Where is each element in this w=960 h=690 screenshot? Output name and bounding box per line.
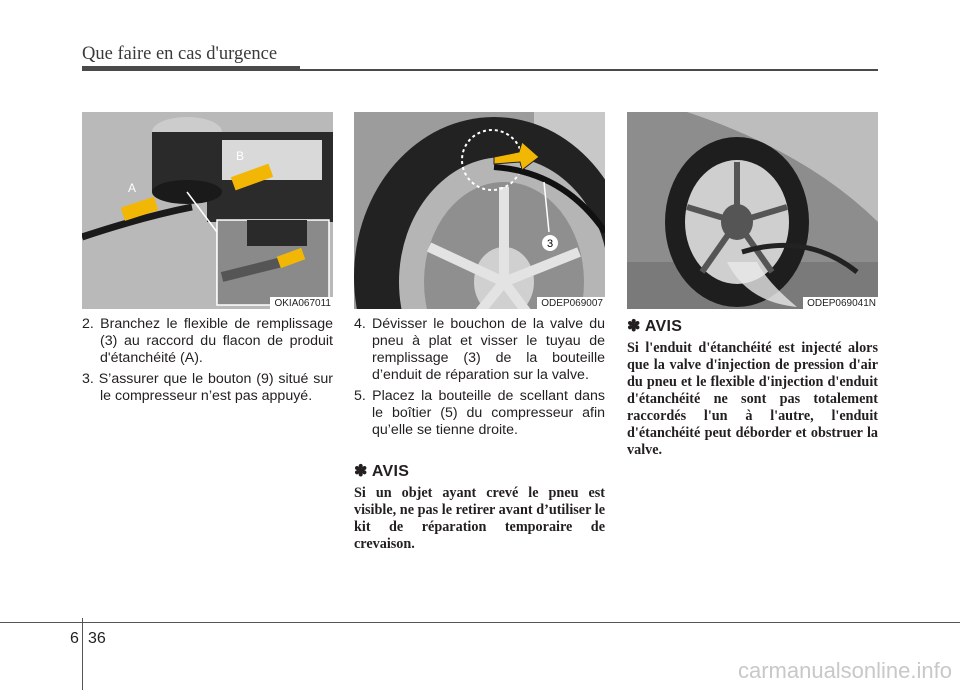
column-2: [354, 316, 605, 553]
compressor-illustration: [82, 112, 333, 309]
figure-tire-valve: [354, 112, 605, 309]
step-4: 4. Dévisser le bouchon de la valve du pneu à plat et visser le tuyau de remplissage (3) de la bouteille d’enduit de réparation sur la valve.: [354, 316, 605, 383]
step-list: [354, 316, 605, 439]
column-1: [82, 316, 333, 409]
label-b: B: [236, 149, 245, 163]
page-header-title: Que faire en cas d'urgence: [82, 44, 278, 64]
footer-divider: [82, 618, 83, 690]
label-a: A: [128, 181, 137, 195]
header-rule-thick: [82, 66, 300, 71]
figure-caption: OKIA067011: [270, 297, 333, 309]
watermark: carmanualsonline.info: [737, 658, 952, 683]
step-list: [82, 316, 333, 405]
avis-body: Si l'enduit d'étanchéité est injecté alors que la valve d'injection de pression d'air du pneu et le flexible d'injection d'enduit d'étanchéité ne sont pas totalement raccordés l'un à l'autre, l'enduit d'étanchéité peut déborder et obstruer la valve.: [627, 340, 878, 458]
car-wheel-illustration: [627, 112, 878, 309]
avis-title: ✽ AVIS: [627, 318, 683, 335]
footer-rule: [0, 622, 960, 623]
step-5: 5. Placez la bouteille de scellant dans le boîtier (5) du compresseur afin qu’elle se tienne droite.: [354, 388, 605, 438]
figure-compressor-hose: [82, 112, 333, 309]
avis-title: ✽ AVIS: [354, 463, 410, 480]
step-3: 3. S’assurer que le bouton (9) situé sur le compresseur n’est pas appuyé.: [82, 371, 333, 404]
column-3: [627, 316, 878, 459]
header-rule-thin: [300, 69, 878, 71]
figure-caption: ODEP069041N: [803, 297, 878, 309]
label-3: 3: [546, 238, 554, 250]
tire-valve-illustration: [354, 112, 605, 309]
page-number: 36: [88, 630, 106, 647]
chapter-number: 6: [70, 630, 79, 647]
figure-sealant-overflow: [627, 112, 878, 309]
avis-body: Si un objet ayant crevé le pneu est visible, ne pas le retirer avant d’utiliser le kit de réparation temporaire de crevaison.: [354, 485, 605, 552]
figure-caption: ODEP069007: [537, 297, 605, 309]
step-2: 2. Branchez le flexible de remplissage (3) au raccord du flacon de produit d'étanchéité (A).: [82, 316, 333, 366]
